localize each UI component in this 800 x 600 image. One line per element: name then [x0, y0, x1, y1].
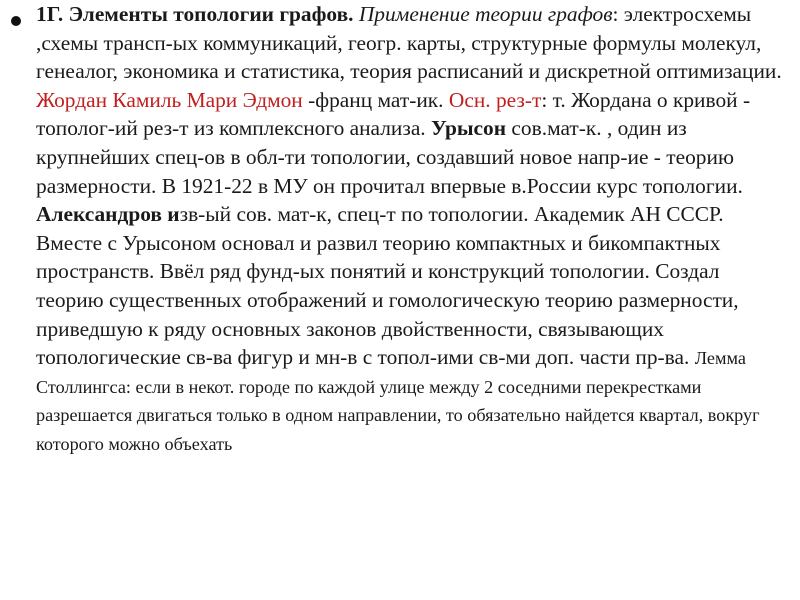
stallings-lemma-text: Лемма Столлингса: если в некот. городе по каждой улице между 2 соседними перекрестками разрешается двигаться только в одном направлении, то обязательно найдется квартал, вокруг которого можно объехать: [36, 348, 760, 454]
slide-body-text: [36, 0, 786, 458]
urysohn-description: сов.мат-к. , один из крупнейших спец-ов в обл-ти топологии, создавший новое напр-ие - теорию размерности. В 1921-22 в МУ он прочитал впервые в.России курс топологии.: [36, 116, 743, 198]
slide-heading: 1Г. Элементы топологии графов.: [36, 2, 354, 26]
bullet-point: [11, 16, 21, 26]
applications-text: электросхемы ,схемы трансп-ых коммуникаций, геогр. карты, структурные формулы молекул, генеалог, экономика и статистика, теория расписаний и дискретной оптимизации.: [36, 2, 782, 84]
jordan-description: -франц мат-ик.: [302, 87, 449, 112]
applications-label: Применение теории графов: [358, 2, 613, 26]
jordan-name: Жордан Камиль Мари Эдмон: [36, 87, 303, 112]
jordan-result: : т. Жордана о кривой - тополог-ий рез-т из комплексного анализа.: [36, 87, 751, 141]
alexandrov-name: Александров и: [36, 202, 180, 227]
applications-colon: :: [612, 2, 619, 26]
alexandrov-description: зв-ый сов. мат-к, спец-т по топологии. Академик АН СССР. Вместе с Урысоном основал и развил теорию компактных и бикомпактных пространств. Ввёл ряд фунд-ых понятий и конструкций топологии. Создал теорию существенных отображений и гомологическую теорию размерности, приведшую к ряду основных законов двойственности, связывающих топологические св-ва фигур и мн-в с топол-ими св-ми доп. части пр-ва.: [36, 202, 739, 370]
main-result-label: Осн. рез-т: [448, 87, 542, 112]
urysohn-name: Урысон: [431, 116, 507, 141]
